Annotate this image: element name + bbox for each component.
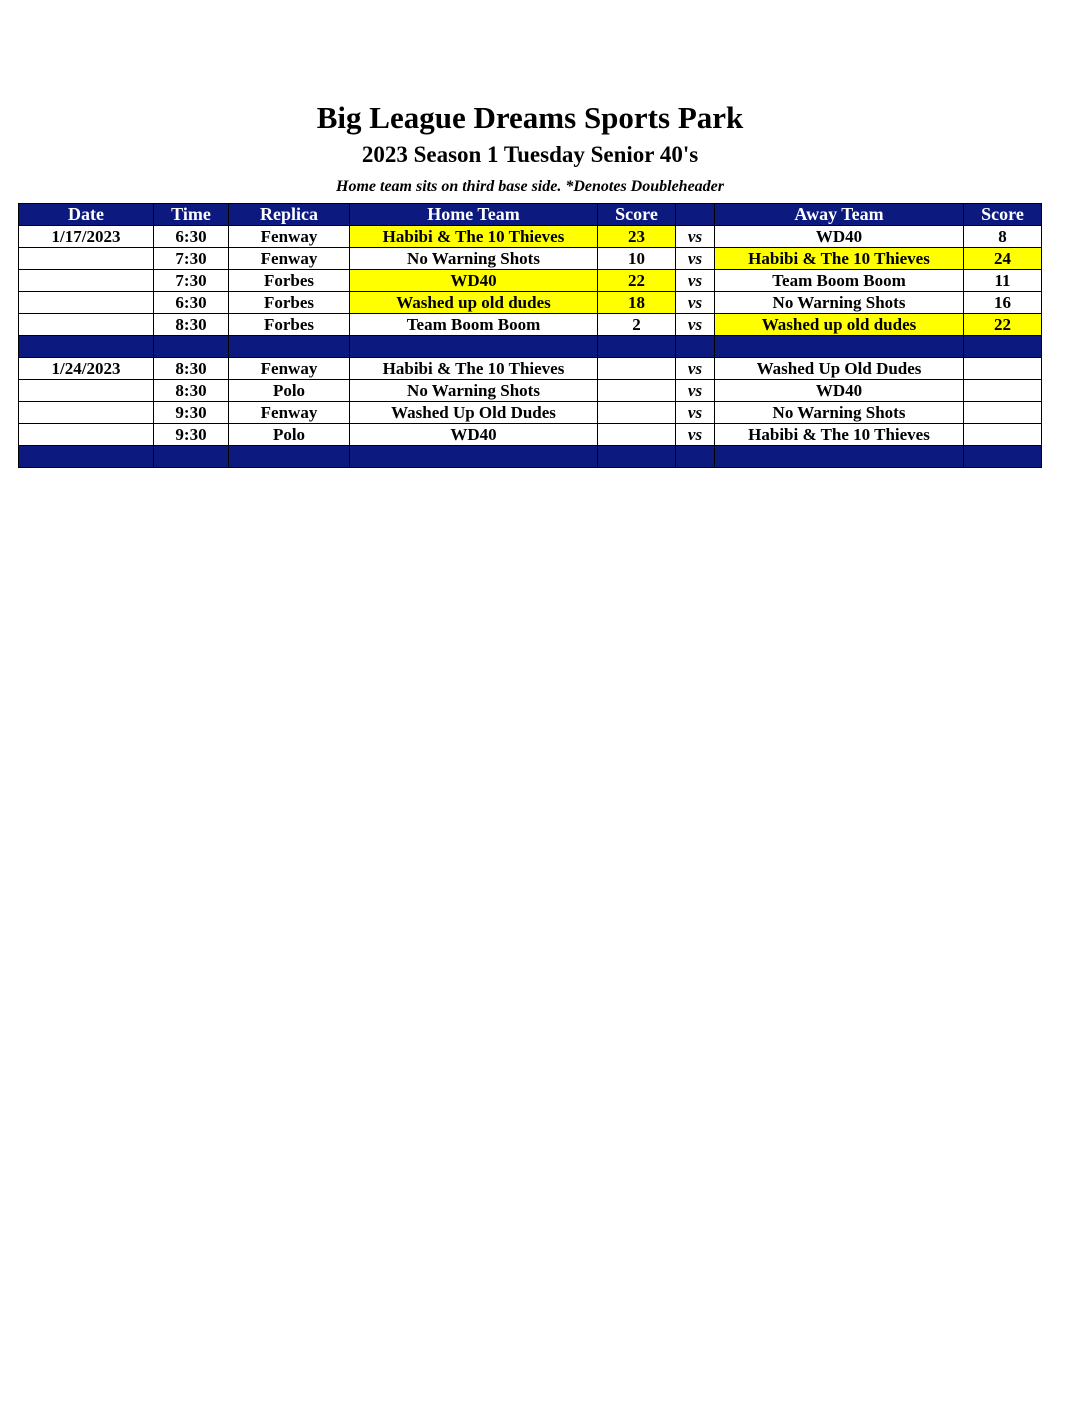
- cell-away-team: WD40: [715, 380, 964, 402]
- cell-replica: Polo: [229, 424, 350, 446]
- cell-home-team: WD40: [350, 424, 598, 446]
- cell-away-score: 16: [964, 292, 1042, 314]
- schedule-table: [18, 203, 1042, 468]
- separator-cell: [229, 446, 350, 468]
- cell-replica: Fenway: [229, 248, 350, 270]
- cell-home-score: [598, 402, 676, 424]
- cell-away-team: Team Boom Boom: [715, 270, 964, 292]
- cell-home-score: [598, 380, 676, 402]
- cell-away-score: 24: [964, 248, 1042, 270]
- cell-home-team: Washed Up Old Dudes: [350, 402, 598, 424]
- separator-cell: [598, 446, 676, 468]
- cell-date: 1/24/2023: [19, 358, 154, 380]
- doubleheader-note: Home team sits on third base side. *Denotes Doubleheader: [336, 178, 724, 195]
- cell-home-team: No Warning Shots: [350, 248, 598, 270]
- separator-cell: [19, 336, 154, 358]
- cell-away-team: Habibi & The 10 Thieves: [715, 424, 964, 446]
- cell-away-score: [964, 402, 1042, 424]
- separator-cell: [154, 336, 229, 358]
- cell-date: [19, 292, 154, 314]
- cell-away-team: Habibi & The 10 Thieves: [715, 248, 964, 270]
- cell-home-team: No Warning Shots: [350, 380, 598, 402]
- cell-replica: Fenway: [229, 358, 350, 380]
- cell-replica: Forbes: [229, 292, 350, 314]
- cell-vs: vs: [676, 226, 715, 248]
- header-vs: [676, 204, 715, 226]
- header-row: [19, 204, 1042, 226]
- cell-time: 8:30: [154, 380, 229, 402]
- cell-date: [19, 424, 154, 446]
- cell-home-score: 22: [598, 270, 676, 292]
- table-row: [19, 270, 1042, 292]
- page-title: Big League Dreams Sports Park: [316, 100, 744, 135]
- cell-vs: vs: [676, 358, 715, 380]
- cell-away-score: [964, 358, 1042, 380]
- table-row: [19, 248, 1042, 270]
- cell-time: 9:30: [154, 402, 229, 424]
- separator-cell: [676, 446, 715, 468]
- cell-date: [19, 314, 154, 336]
- cell-date: [19, 380, 154, 402]
- header-away-score: Score: [964, 204, 1042, 226]
- separator-cell: [350, 446, 598, 468]
- cell-date: [19, 270, 154, 292]
- cell-home-score: 23: [598, 226, 676, 248]
- header-away-team: Away Team: [715, 204, 964, 226]
- cell-replica: Fenway: [229, 226, 350, 248]
- cell-home-score: [598, 424, 676, 446]
- cell-time: 7:30: [154, 248, 229, 270]
- cell-date: [19, 248, 154, 270]
- header-time: Time: [154, 204, 229, 226]
- cell-home-team: Habibi & The 10 Thieves: [350, 358, 598, 380]
- cell-home-score: 2: [598, 314, 676, 336]
- separator-row: [19, 336, 1042, 358]
- cell-date: [19, 402, 154, 424]
- table-row: [19, 402, 1042, 424]
- cell-home-score: 10: [598, 248, 676, 270]
- cell-away-score: 8: [964, 226, 1042, 248]
- cell-vs: vs: [676, 248, 715, 270]
- cell-home-team: WD40: [350, 270, 598, 292]
- table-row: [19, 226, 1042, 248]
- cell-away-score: [964, 380, 1042, 402]
- separator-cell: [715, 446, 964, 468]
- separator-cell: [964, 446, 1042, 468]
- header-home-team: Home Team: [350, 204, 598, 226]
- cell-away-score: [964, 424, 1042, 446]
- cell-time: 6:30: [154, 226, 229, 248]
- header-date: Date: [19, 204, 154, 226]
- table-row: [19, 380, 1042, 402]
- cell-home-team: Team Boom Boom: [350, 314, 598, 336]
- cell-away-team: No Warning Shots: [715, 292, 964, 314]
- cell-date: 1/17/2023: [19, 226, 154, 248]
- cell-home-team: Washed up old dudes: [350, 292, 598, 314]
- cell-vs: vs: [676, 402, 715, 424]
- cell-home-score: 18: [598, 292, 676, 314]
- cell-time: 8:30: [154, 358, 229, 380]
- cell-replica: Forbes: [229, 314, 350, 336]
- cell-away-team: No Warning Shots: [715, 402, 964, 424]
- cell-away-team: Washed Up Old Dudes: [715, 358, 964, 380]
- separator-cell: [154, 446, 229, 468]
- separator-cell: [350, 336, 598, 358]
- separator-cell: [19, 446, 154, 468]
- cell-home-team: Habibi & The 10 Thieves: [350, 226, 598, 248]
- cell-replica: Forbes: [229, 270, 350, 292]
- page-subtitle: 2023 Season 1 Tuesday Senior 40's: [361, 142, 699, 167]
- schedule-body: [19, 226, 1042, 468]
- cell-vs: vs: [676, 380, 715, 402]
- cell-replica: Polo: [229, 380, 350, 402]
- separator-cell: [715, 336, 964, 358]
- cell-vs: vs: [676, 292, 715, 314]
- header-home-score: Score: [598, 204, 676, 226]
- separator-row: [19, 446, 1042, 468]
- cell-vs: vs: [676, 314, 715, 336]
- separator-cell: [676, 336, 715, 358]
- separator-cell: [598, 336, 676, 358]
- cell-replica: Fenway: [229, 402, 350, 424]
- cell-away-team: Washed up old dudes: [715, 314, 964, 336]
- table-row: [19, 358, 1042, 380]
- cell-away-score: 11: [964, 270, 1042, 292]
- table-row: [19, 314, 1042, 336]
- cell-away-team: WD40: [715, 226, 964, 248]
- table-row: [19, 292, 1042, 314]
- cell-away-score: 22: [964, 314, 1042, 336]
- separator-cell: [229, 336, 350, 358]
- header-replica: Replica: [229, 204, 350, 226]
- cell-home-score: [598, 358, 676, 380]
- cell-vs: vs: [676, 270, 715, 292]
- cell-time: 7:30: [154, 270, 229, 292]
- separator-cell: [964, 336, 1042, 358]
- cell-time: 8:30: [154, 314, 229, 336]
- cell-vs: vs: [676, 424, 715, 446]
- table-row: [19, 424, 1042, 446]
- cell-time: 6:30: [154, 292, 229, 314]
- cell-time: 9:30: [154, 424, 229, 446]
